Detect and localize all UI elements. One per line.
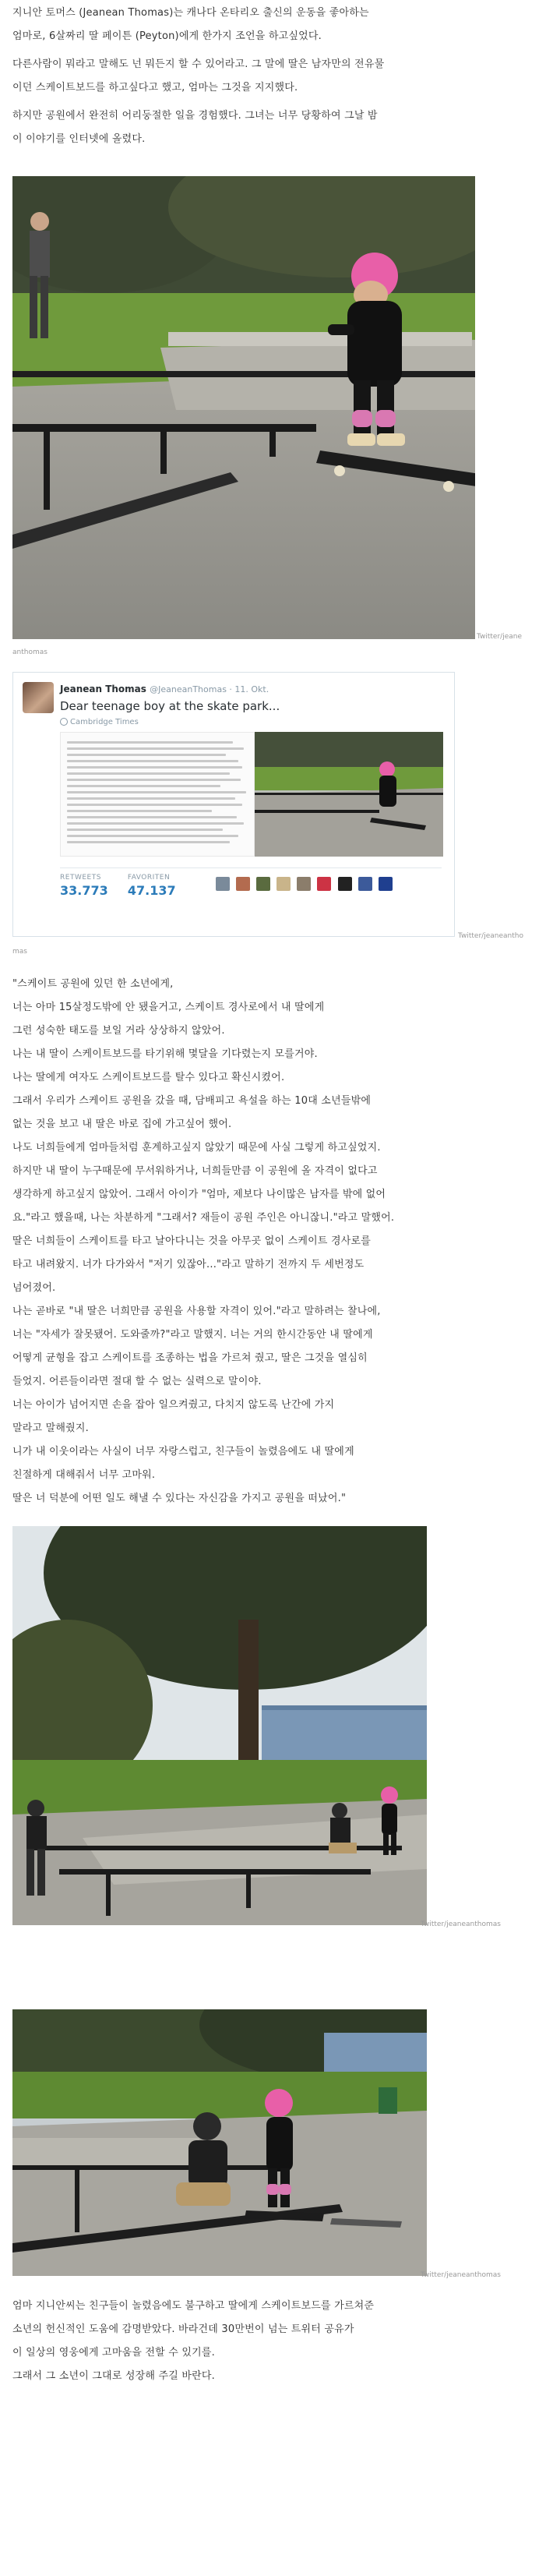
skatepark-photo-lesson-image xyxy=(12,2009,427,2276)
letter-line: 그래서 우리가 스케이트 공원을 갔을 때, 담배피고 욕설을 하는 10대 소년들밖에 xyxy=(12,1095,372,1107)
tweet-author-name: Jeanean Thomas xyxy=(60,684,146,694)
photo-credit: Twitter/jeaneanthomas xyxy=(421,2271,501,2279)
outro-line: 이 일상의 영웅에게 고마움을 전할 수 있기를. xyxy=(12,2347,215,2359)
skatepark-photo-wide-image xyxy=(12,1526,427,1925)
location-icon xyxy=(60,718,68,726)
avatar xyxy=(23,682,54,713)
intro-line: 엄마로, 6살짜리 딸 페이튼 (Peyton)에게 한가지 조언을 하고싶었다. xyxy=(12,30,322,42)
user-avatar[interactable] xyxy=(256,877,270,891)
letter-line: 나도 너희들에게 엄마들처럼 훈계하고싶지 않았기 때문에 사실 그렇게 하고싶었지. xyxy=(12,1142,381,1154)
skatepark-photo-girl xyxy=(12,176,475,639)
letter-line: 친절하게 대해줘서 너무 고마워. xyxy=(12,1469,156,1481)
intro-line: 이던 스케이트보드를 하고싶다고 했고, 엄마는 그것을 지지했다. xyxy=(12,82,298,94)
tweet-stats xyxy=(60,874,192,898)
retweet-value: 33.773 xyxy=(60,883,108,898)
letter-line: 생각하게 하고싶지 않았어. 그래서 아이가 "엄마, 제보다 나이많은 남자를 밖에 없어 xyxy=(12,1189,386,1200)
favoriter-avatars xyxy=(216,877,395,894)
letter-line: 너는 "자세가 잘못됐어. 도와줄까?"라고 말했지. 너는 거의 한시간동안 내 딸에게 xyxy=(12,1329,373,1341)
user-avatar[interactable] xyxy=(358,877,372,891)
letter-line: 요."라고 했을때, 나는 차분하게 "그래서? 재들이 공원 주인은 아니잖니."라고 말했어. xyxy=(12,1212,395,1224)
skatepark-photo-lesson xyxy=(12,2009,427,2276)
photo-credit-overflow: anthomas xyxy=(12,648,48,656)
outro-line: 엄마 지니안씨는 친구들이 놀렸음에도 불구하고 딸에게 스케이트보드를 가르쳐준 xyxy=(12,2300,375,2312)
outro-line: 그래서 그 소년이 그대로 성장해 주길 바란다. xyxy=(12,2370,215,2382)
letter-line: 나는 딸에게 여자도 스케이트보드를 탈수 있다고 확신시켰어. xyxy=(12,1072,285,1083)
letter-line: 너는 아마 15살정도밖에 안 됐을거고, 스케이트 경사로에서 내 딸에게 xyxy=(12,1002,325,1013)
letter-line: 딸은 너희들이 스케이트를 타고 날아다니는 것을 아무곳 없이 스케이트 경사로를 xyxy=(12,1235,372,1247)
user-avatar[interactable] xyxy=(216,877,230,891)
tweet-text: Dear teenage boy at the skate park... xyxy=(60,699,280,713)
tweet-letter-image xyxy=(60,732,255,857)
user-avatar[interactable] xyxy=(379,877,393,891)
letter-line: 딸은 너 덕분에 어떤 일도 해낼 수 있다는 자신감을 가지고 공원을 떠났어." xyxy=(12,1493,347,1504)
user-avatar[interactable] xyxy=(297,877,311,891)
tweet-author xyxy=(60,684,269,694)
tweet-card xyxy=(12,672,455,937)
user-avatar[interactable] xyxy=(236,877,250,891)
intro-line: 하지만 공원에서 완전히 어리둥절한 일을 경험했다. 그녀는 너무 당황하여 그날 밤 xyxy=(12,110,378,122)
letter-line: 그런 성숙한 태도를 보일 거라 상상하지 않았어. xyxy=(12,1025,225,1037)
letter-line: 말라고 말해줬지. xyxy=(12,1422,89,1434)
favorite-value: 47.137 xyxy=(127,883,176,898)
tweet-via-label: Cambridge Times xyxy=(70,718,139,726)
letter-line: 들었지. 어른들이라면 절대 할 수 없는 실력으로 말이야. xyxy=(12,1376,262,1387)
tweet-via xyxy=(60,718,139,726)
skatepark-photo-wide xyxy=(12,1526,427,1925)
intro-line: 지니안 토머스 (Jeanean Thomas)는 캐나다 온타리오 출신의 운동을 좋아하는 xyxy=(12,7,369,19)
outro-line: 소년의 헌신적인 도움에 감명받았다. 바라건데 30만번이 넘는 트위터 공유가 xyxy=(12,2323,354,2335)
photo-credit: Twitter/jeaneanthomas xyxy=(421,1921,501,1928)
letter-line: 타고 내려왔지. 너가 다가와서 "저기 있잖아..."라고 말하기 전까지 두 세번정도 xyxy=(12,1259,365,1270)
intro-line: 다른사람이 뭐라고 말해도 넌 뭐든지 할 수 있어라고. 그 말에 딸은 남자만의 전유물 xyxy=(12,58,385,70)
retweet-count[interactable] xyxy=(60,874,108,898)
tweet-credit-overflow: mas xyxy=(12,948,27,956)
intro-paragraph xyxy=(12,2,542,151)
letter-line: "스케이트 공원에 있던 한 소년에게, xyxy=(12,978,174,990)
user-avatar[interactable] xyxy=(317,877,331,891)
skatepark-photo-girl-image xyxy=(12,176,475,639)
favorite-count[interactable] xyxy=(128,874,176,898)
outro-paragraph xyxy=(12,2295,542,2388)
tweet-handle: @JeaneanThomas · 11. Okt. xyxy=(150,684,269,694)
letter-line: 니가 내 이웃이라는 사실이 너무 자랑스럽고, 친구들이 놀렸음에도 내 딸에게 xyxy=(12,1446,354,1458)
letter-line: 하지만 내 딸이 누구때문에 무서워하거나, 너희들만큼 이 공원에 올 자격이 없다고 xyxy=(12,1165,378,1177)
letter-line: 나는 곧바로 "내 딸은 너희만큼 공원을 사용할 자격이 있어."라고 말하려는 찰나에, xyxy=(12,1306,381,1317)
favorite-label: FAVORITEN xyxy=(127,874,171,882)
letter-line: 넘어졌어. xyxy=(12,1282,56,1294)
photo-credit: Twitter/jeane xyxy=(477,633,522,641)
user-avatar[interactable] xyxy=(276,877,291,891)
tweet-photo xyxy=(255,732,443,857)
letter-line: 어떻게 균형을 잡고 스케이트를 조종하는 법을 가르쳐 줬고, 딸은 그것을 열심히 xyxy=(12,1352,368,1364)
letter-paragraph xyxy=(12,973,542,1511)
user-avatar[interactable] xyxy=(338,877,352,891)
retweet-label: RETWEETS xyxy=(60,874,101,882)
intro-line: 이 이야기를 인터넷에 올렸다. xyxy=(12,133,146,145)
letter-line: 너는 아이가 넘어지면 손을 잡아 일으켜줬고, 다치지 않도록 난간에 가지 xyxy=(12,1399,335,1411)
tweet-credit: Twitter/jeaneantho xyxy=(458,932,523,940)
letter-line: 나는 내 딸이 스케이트보드를 타기위해 몇달을 기다렸는지 모를거야. xyxy=(12,1048,318,1060)
letter-line: 없는 것을 보고 내 딸은 바로 집에 가고싶어 했어. xyxy=(12,1118,232,1130)
